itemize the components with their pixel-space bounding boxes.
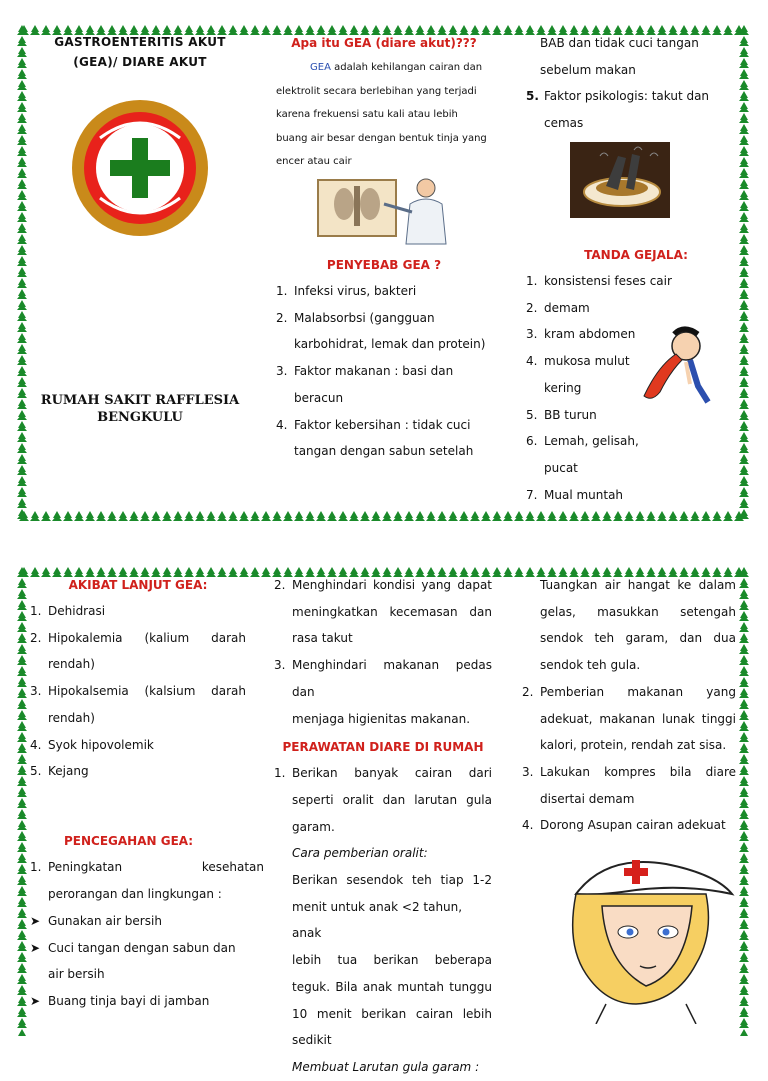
list-item: 4. Dorong Asupan cairan adekuat [522, 818, 726, 833]
list-item: 3. Faktor makanan : basi dan beracun [276, 364, 454, 405]
nurse-illustration [546, 854, 736, 1024]
brochure-title: GASTROENTERITIS AKUT (GEA)/ DIARE AKUT [54, 35, 226, 69]
list-item: 5. BB turun [526, 407, 597, 422]
list-item: 1. konsistensi feses cair [526, 274, 672, 288]
brochure-panel-front [0, 0, 768, 536]
care-column [274, 572, 492, 1081]
cause-heading: PENYEBAB GEA ? [326, 258, 442, 272]
list-item: 4. mukosa mulut kering [526, 354, 630, 395]
hospital-name: RUMAH SAKIT RAFFLESIA BENGKULU [40, 393, 240, 425]
list-item: 2. Pemberian makanan yang adekuat, makanan lunak tinggi kalori, protein, rendah zat sisa. [522, 684, 736, 753]
list-item: 1. Berikan banyak cairan dari seperti oralit dan larutan gula garam. [274, 766, 492, 834]
list-item: 6. Lemah, gelisah, pucat [526, 434, 639, 475]
home-care-list [522, 679, 736, 839]
definition-heading: Apa itu GEA (diare akut)??? [291, 36, 477, 50]
spoiled-food-plate-illustration [570, 142, 670, 218]
list-item: 1. Peningkatan kesehatan perorangan dan lingkungan : [30, 860, 264, 901]
tree-border-right [738, 24, 750, 522]
list-item: 3. kram abdomen [526, 327, 636, 342]
prevention-list-continued [274, 572, 492, 732]
cause-list [276, 278, 492, 465]
doctor-xray-illustration [314, 174, 464, 246]
tree-border-right [738, 566, 750, 1036]
sugar-salt-heading: Membuat Larutan gula garam : [292, 1059, 480, 1074]
list-item: 2. demam [526, 300, 590, 315]
definition-column [276, 32, 492, 459]
list-item: 1. Dehidrasi [30, 604, 106, 618]
symptom-column [526, 30, 736, 502]
prevention-heading: PENCEGAHAN GEA: [64, 834, 194, 848]
symptom-heading: TANDA GEJALA: [584, 248, 688, 262]
list-item: 4. Faktor kebersihan : tidak cuci tangan dengan sabun setelah [276, 417, 474, 459]
list-item: 3. Menghindari makanan pedas dan menjaga higienitas makanan. [274, 658, 492, 726]
list-item: 4. Syok hipovolemik [30, 737, 154, 752]
sugar-salt-instructions: Tuangkan air hangat ke dalam gelas, masukkan setengah sendok teh garam, dan dua sendok teh gula. [540, 578, 736, 673]
complication-heading: AKIBAT LANJUT GEA: [68, 578, 208, 592]
oralit-instructions: Cara pemberian oralit: Berikan sesendok teh tiap 1-2 menit untuk anak <2 tahun, anak lebih tua berikan beberapa teguk. Bila anak muntah tunggu 10 menit berikan cairan lebih sedikit Membuat Larutan gula garam : [274, 840, 492, 1080]
cause-continuation: BAB dan tidak cuci tangan sebelum makan [540, 36, 699, 77]
list-item: 5. Kejang [30, 764, 89, 779]
tree-border-left [16, 24, 28, 522]
list-item: 3. Lakukan kompres bila diare disertai demam [522, 764, 736, 806]
list-item: 2. Menghindari kondisi yang dapat meningkatkan kecemasan dan rasa takut [274, 578, 492, 646]
oralit-heading: Cara pemberian oralit: [292, 846, 428, 861]
complication-column [30, 574, 264, 1009]
list-item: 7. Mual muntah [526, 487, 624, 502]
definition-text: GEA adalah kehilangan cairan dan elektrolit secara berlebihan yang terjadi karena frekuensi satu kali atau lebih buang air besar dengan bentuk tinja yang encer atau cair [276, 62, 487, 167]
care-column-continued [522, 572, 736, 839]
list-item: 1. Infeksi virus, bakteri [276, 284, 417, 298]
list-item: 3. Hipokalsemia (kalsium darah rendah) [30, 684, 246, 725]
list-item: 2. Hipokalemia (kalium darah rendah) [30, 630, 246, 672]
complication-list [30, 598, 246, 785]
cover-column [40, 32, 240, 425]
sick-man-illustration [636, 326, 716, 410]
red-cross-emblem-icon [70, 98, 210, 238]
list-item: ➤ Cuci tangan dengan sabun dan air bersih [30, 940, 236, 982]
brochure-panel-back [0, 560, 768, 1074]
list-item: ➤ Gunakan air bersih [30, 914, 162, 928]
list-item: 2. Malabsorbsi (gangguan karbohidrat, lemak dan protein) [276, 310, 486, 352]
home-care-heading: PERAWATAN DIARE DI RUMAH [282, 740, 484, 755]
list-item: ➤ Buang tinja bayi di jamban [30, 994, 210, 1009]
list-item: 5. Faktor psikologis: takut dan cemas [526, 89, 710, 131]
tree-border-bottom [18, 510, 748, 522]
tree-border-left [16, 566, 28, 1036]
prevention-bullets [30, 908, 246, 1015]
